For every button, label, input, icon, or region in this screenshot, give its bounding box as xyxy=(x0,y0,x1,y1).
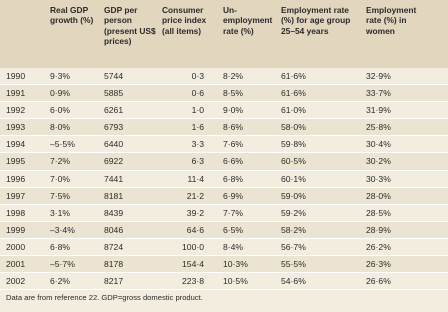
cell-gdp-growth: 6·8% xyxy=(50,241,71,252)
cell-employment-25-54: 60·5% xyxy=(281,156,306,167)
cell-gdp-per-capita: 6440 xyxy=(104,139,124,150)
cell-year: 1995 xyxy=(6,156,26,167)
header-employment-25-54: Employment rate (%) for age group 25–54 years xyxy=(281,5,351,36)
cell-employment-women: 28·5% xyxy=(366,207,391,218)
cell-employment-women: 26·2% xyxy=(366,241,391,252)
cell-employment-women: 25·8% xyxy=(366,122,391,133)
table-row xyxy=(0,256,448,273)
cell-gdp-growth: 7·5% xyxy=(50,190,71,201)
cell-cpi: 39·2 xyxy=(186,207,204,218)
cell-unemployment: 8·4% xyxy=(223,241,244,252)
cell-gdp-growth: 6·2% xyxy=(50,276,71,287)
cell-gdp-growth: 7·2% xyxy=(50,156,71,167)
table-row xyxy=(0,102,448,119)
header-gdp-per-capita: GDP per person (present US$ prices) xyxy=(104,5,156,47)
cell-gdp-per-capita: 6793 xyxy=(104,122,124,133)
cell-gdp-growth: –3·4% xyxy=(50,224,75,235)
header-gdp-growth: Real GDP growth (%) xyxy=(50,5,94,26)
table-row xyxy=(0,171,448,188)
cell-gdp-per-capita: 8724 xyxy=(104,241,124,252)
cell-gdp-growth: 0·9% xyxy=(50,88,71,99)
cell-gdp-per-capita: 8178 xyxy=(104,259,124,270)
cell-unemployment: 6·8% xyxy=(223,173,244,184)
cell-year: 1998 xyxy=(6,207,26,218)
cell-unemployment: 6·9% xyxy=(223,190,244,201)
cell-unemployment: 9·0% xyxy=(223,105,244,116)
header-cpi: Consumer price index (all items) xyxy=(162,5,207,36)
cell-unemployment: 8·2% xyxy=(223,71,244,81)
cell-gdp-per-capita: 6261 xyxy=(104,105,124,116)
cell-cpi: 64·6 xyxy=(186,224,204,235)
cell-cpi: 0·3 xyxy=(191,71,204,81)
cell-employment-25-54: 58·2% xyxy=(281,224,306,235)
cell-employment-women: 33·7% xyxy=(366,88,391,99)
table-body xyxy=(0,68,448,290)
cell-unemployment: 6·5% xyxy=(223,224,244,235)
cell-year: 1999 xyxy=(6,224,26,235)
cell-employment-women: 26·6% xyxy=(366,276,391,287)
cell-cpi: 154·4 xyxy=(182,259,204,270)
cell-cpi: 3·3 xyxy=(191,139,204,150)
cell-employment-women: 30·3% xyxy=(366,173,391,184)
cell-unemployment: 8·6% xyxy=(223,122,244,133)
table-row xyxy=(0,205,448,222)
cell-year: 1992 xyxy=(6,105,26,116)
footnote: Data are from reference 22. GDP=gross domestic product. xyxy=(6,293,203,302)
cell-employment-women: 32·9% xyxy=(366,71,391,81)
cell-year: 1993 xyxy=(6,122,26,133)
cell-gdp-growth: –5·7% xyxy=(50,259,75,270)
cell-employment-25-54: 61·6% xyxy=(281,71,306,81)
cell-cpi: 21·2 xyxy=(186,190,204,201)
cell-cpi: 100·0 xyxy=(182,241,204,252)
cell-year: 2001 xyxy=(6,259,26,270)
cell-gdp-per-capita: 5744 xyxy=(104,71,124,81)
cell-employment-25-54: 54·6% xyxy=(281,276,306,287)
cell-employment-women: 28·9% xyxy=(366,224,391,235)
cell-employment-25-54: 58·0% xyxy=(281,122,306,133)
table-row xyxy=(0,239,448,256)
cell-year: 2002 xyxy=(6,276,26,287)
table-row xyxy=(0,85,448,102)
cell-cpi: 11·4 xyxy=(187,173,204,184)
cell-gdp-per-capita: 8046 xyxy=(104,224,124,235)
cell-employment-25-54: 61·6% xyxy=(281,88,306,99)
cell-employment-25-54: 60·1% xyxy=(281,173,306,184)
cell-year: 1990 xyxy=(6,71,26,81)
cell-year: 1997 xyxy=(6,190,26,201)
cell-employment-25-54: 59·0% xyxy=(281,190,306,201)
table-row xyxy=(0,188,448,205)
cell-gdp-growth: 8·0% xyxy=(50,122,71,133)
cell-employment-25-54: 59·2% xyxy=(281,207,306,218)
table-row xyxy=(0,273,448,290)
cell-unemployment: 10·5% xyxy=(223,276,248,287)
table-row xyxy=(0,153,448,170)
cell-gdp-per-capita: 5885 xyxy=(104,88,124,99)
cell-unemployment: 6·6% xyxy=(223,156,244,167)
cell-gdp-per-capita: 8181 xyxy=(104,190,124,201)
cell-year: 1991 xyxy=(6,88,26,99)
cell-employment-25-54: 61·0% xyxy=(281,105,306,116)
cell-gdp-growth: –5·5% xyxy=(50,139,75,150)
table-row xyxy=(0,68,448,85)
cell-employment-women: 28·0% xyxy=(366,190,391,201)
cell-cpi: 1·6 xyxy=(191,122,204,133)
cell-unemployment: 8·5% xyxy=(223,88,244,99)
table-row xyxy=(0,119,448,136)
cell-gdp-per-capita: 8439 xyxy=(104,207,124,218)
cell-year: 1994 xyxy=(6,139,26,150)
cell-gdp-per-capita: 6922 xyxy=(104,156,124,167)
cell-unemployment: 7·7% xyxy=(223,207,244,218)
cell-gdp-growth: 7·0% xyxy=(50,173,71,184)
cell-year: 1996 xyxy=(6,173,26,184)
cell-unemployment: 10·3% xyxy=(223,259,248,270)
cell-cpi: 223·8 xyxy=(182,276,204,287)
header-employment-women: Employment rate (%) in women xyxy=(366,5,417,36)
table-row xyxy=(0,136,448,153)
cell-gdp-per-capita: 7441 xyxy=(104,173,124,184)
table-row xyxy=(0,222,448,239)
header-unemployment: Un-employment rate (%) xyxy=(223,5,273,36)
cell-unemployment: 7·6% xyxy=(223,139,244,150)
table-header xyxy=(0,0,448,68)
cell-gdp-per-capita: 8217 xyxy=(104,276,124,287)
cell-cpi: 0·6 xyxy=(191,88,204,99)
cell-employment-25-54: 55·5% xyxy=(281,259,306,270)
cell-employment-25-54: 59·8% xyxy=(281,139,306,150)
cell-employment-women: 30·2% xyxy=(366,156,391,167)
cell-employment-women: 31·9% xyxy=(366,105,391,116)
cell-employment-women: 26·3% xyxy=(366,259,391,270)
cell-gdp-growth: 9·3% xyxy=(50,71,71,81)
cell-cpi: 1·0 xyxy=(191,105,204,116)
cell-year: 2000 xyxy=(6,241,26,252)
cell-cpi: 6·3 xyxy=(191,156,204,167)
cell-employment-25-54: 56·7% xyxy=(281,241,306,252)
cell-gdp-growth: 3·1% xyxy=(50,207,71,218)
cell-employment-women: 30·4% xyxy=(366,139,391,150)
cell-gdp-growth: 6·0% xyxy=(50,105,71,116)
